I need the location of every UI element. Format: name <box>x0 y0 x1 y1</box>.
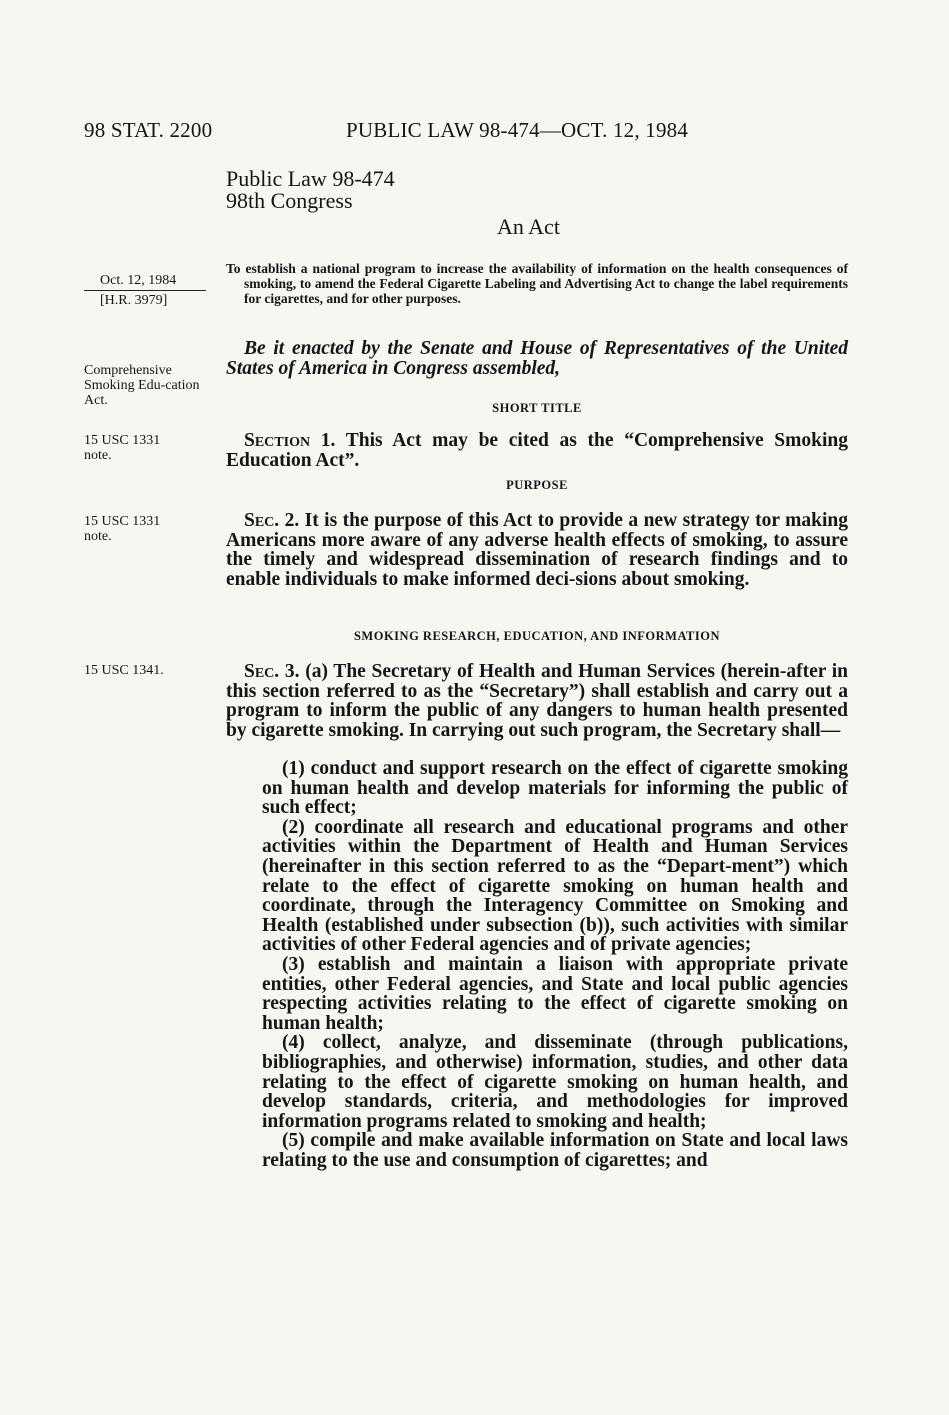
heading-purpose: PURPOSE <box>506 478 568 492</box>
margin-short-title: Comprehensive Smoking Edu-cation Act. <box>84 363 200 408</box>
list-item: (1) conduct and support research on the effect of cigarette smoking on human health and develop materials for informing the public of such effect; <box>262 758 848 819</box>
list-item: (4) collect, analyze, and disseminate (through publications, bibliographies, and otherwise) information, studies, and other data relating to the effect of cigarette smoking on human health, and develop standards, criteria, and methodologies for improved information programs related to smoking and health; <box>262 1032 848 1132</box>
program-duties-list <box>262 759 848 1170</box>
margin-divider <box>84 290 206 291</box>
running-header: PUBLIC LAW 98-474—OCT. 12, 1984 <box>346 118 689 142</box>
page-stat-citation: 98 STAT. 2200 <box>84 118 213 142</box>
section-label: Section <box>244 430 311 451</box>
margin-bill-number: [H.R. 3979] <box>100 293 168 308</box>
section-label: Sec. <box>244 510 280 531</box>
margin-usc-citation: 15 USC 1341. <box>84 663 164 678</box>
public-law-number: Public Law 98-474 <box>226 166 395 191</box>
margin-date: Oct. 12, 1984 <box>100 273 177 288</box>
section-1 <box>226 431 848 470</box>
list-item: (5) compile and make available information on State and local laws relating to the use and consumption of cigarettes; and <box>262 1130 848 1171</box>
heading-research: SMOKING RESEARCH, EDUCATION, AND INFORMATION <box>353 629 720 643</box>
heading-short-title: SHORT TITLE <box>492 401 582 415</box>
purpose-statement: To establish a national program to increase the availability of information on the health consequences of smoking, to amend the Federal Cigarette Labeling and Advertising Act to change the label requirements for cigarettes, and for other purposes. <box>226 261 848 306</box>
margin-usc-citation: 15 USC 1331 note. <box>84 433 161 463</box>
section-text: 1. This Act may be cited as the “Comprehensive Smoking Education Act”. <box>226 430 848 471</box>
congress-number: 98th Congress <box>226 188 353 213</box>
enacting-clause: Be it enacted by the Senate and House of Representatives of the United States of America in Congress assembled, <box>226 338 848 379</box>
section-text: 3. (a) The Secretary of Health and Human Services (herein-after in this section referred to as the “Secretary”) shall establish and carry out a program to inform the public of any dangers to human health presented by cigarette smoking. In carrying out such program, the Secretary shall— <box>226 661 848 741</box>
act-title: An Act <box>497 214 560 239</box>
section-text: 2. It is the purpose of this Act to provide a new strategy tor making Americans more aware of any adverse health effects of smoking, to assure the timely and widespread dissemination of research findings and to enable individuals to make informed deci-sions about smoking. <box>226 510 848 590</box>
section-2 <box>226 511 848 589</box>
section-label: Sec. <box>244 661 280 682</box>
margin-usc-citation: 15 USC 1331 note. <box>84 514 161 544</box>
section-3 <box>226 662 848 740</box>
list-item: (2) coordinate all research and educational programs and other activities within the Department of Health and Human Services (hereinafter in this section referred to as the “Depart-ment”) which relate to the effect of cigarette smoking on human health and coordinate, through the Interagency Committee on Smoking and Health (established under subsection (b)), such activities with similar activities of other Federal agencies and of private agencies; <box>262 816 848 956</box>
list-item: (3) establish and maintain a liaison with appropriate private entities, other Federal agencies, and State and local public agencies respecting activities relating to the effect of cigarette smoking on human health; <box>262 953 848 1034</box>
